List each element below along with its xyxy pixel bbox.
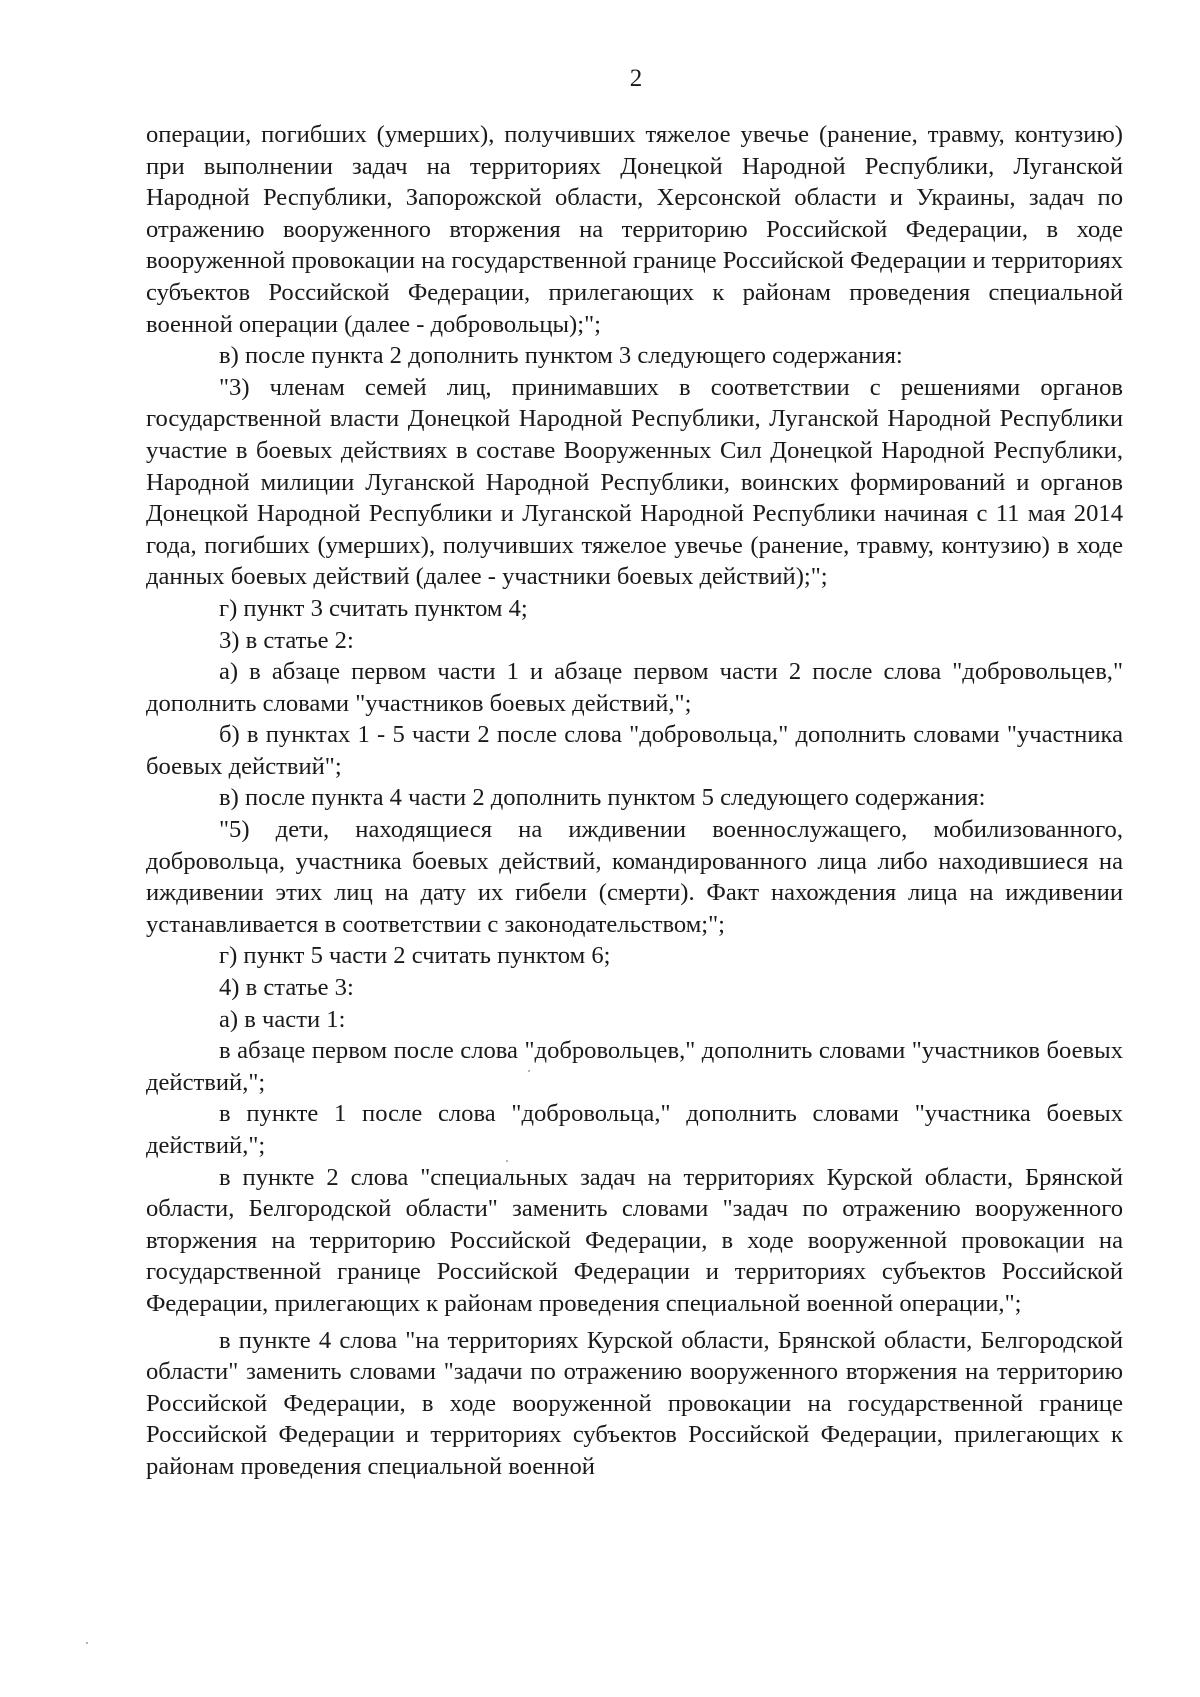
scan-speck xyxy=(86,1642,88,1644)
paragraph: а) в абзаце первом части 1 и абзаце первом части 2 после слова "добровольцев," дополнить словами "участников боевых действий,"; xyxy=(146,658,1123,717)
paragraph: в) после пункта 2 дополнить пунктом 3 следующего содержания: xyxy=(219,342,903,370)
paragraph: в пункте 2 слова "специальных задач на территориях Курской области, Брянской области, Белгородской области" заменить словами "задач по отражению вооруженного вторжения на территорию Российской Федерации, в ходе вооруженной провокации на государственной границе Российской Федерации и территориях субъектов Российской Федерации, прилегающих к районам проведения специальной военной операции,"; xyxy=(146,1163,1123,1317)
paragraph: б) в пунктах 1 - 5 части 2 после слова "добровольца," дополнить словами "участника боевых действий"; xyxy=(146,721,1123,780)
paragraph: в пункте 4 слова "на территориях Курской области, Брянской области, Белгородской области" заменить словами "задачи по отражению вооруженного вторжения на территорию Российской Федерации, в ходе вооруженной провокации на государственной границе Российской Федерации и территориях субъектов Российской Федерации, прилегающих к районам проведения специальной военной xyxy=(146,1326,1123,1480)
paragraph: в абзаце первом после слова "добровольцев," дополнить словами "участников боевых действий,"; xyxy=(146,1037,1123,1096)
paragraph: а) в части 1: xyxy=(219,1005,346,1033)
paragraph: 3) в статье 2: xyxy=(219,626,354,654)
paragraph: в пункте 1 после слова "добровольца," дополнить словами "участника боевых действий,"; xyxy=(146,1100,1123,1159)
paragraph: г) пункт 5 части 2 считать пунктом 6; xyxy=(219,942,611,970)
scan-speck xyxy=(528,1070,530,1072)
paragraph: "5) дети, находящиеся на иждивении военнослужащего, мобилизованного, добровольца, участника боевых действий, командированного лица либо находившиеся на иждивении этих лиц на дату их гибели (смерти). Факт нахождения лица на иждивении устанавливается в соответствии с законодательством;"; xyxy=(146,816,1123,938)
page-number: 2 xyxy=(629,65,643,92)
paragraph: в) после пункта 4 части 2 дополнить пунктом 5 следующего содержания: xyxy=(219,784,986,812)
paragraph-continuation: операции, погибших (умерших), получивших тяжелое увечье (ранение, травму, контузию) при выполнении задач на территориях Донецкой Народной Республики, Луганской Народной Республики, Запорожской области, Херсонской области и Украины, задач по отражению вооруженного вторжения на территорию Российской Федерации, в ходе вооруженной провокации на государственной границе Российской Федерации и территориях субъектов Российской Федерации, прилегающих к районам проведения специальной военной операции (далее - добровольцы);"; xyxy=(146,121,1123,338)
paragraph: г) пункт 3 считать пунктом 4; xyxy=(219,594,528,622)
paragraph: 4) в статье 3: xyxy=(219,974,354,1002)
scan-speck xyxy=(506,1160,508,1162)
document-body xyxy=(146,119,1123,1483)
paragraph: "3) членам семей лиц, принимавших в соответствии с решениями органов государственной власти Донецкой Народной Республики, Луганской Народной Республики участие в боевых действиях в составе Вооруженных Сил Донецкой Народной Республики, Народной милиции Луганской Народной Республики, воинских формирований и органов Донецкой Народной Республики и Луганской Народной Республики начиная с 11 мая 2014 года, погибших (умерших), получивших тяжелое увечье (ранение, травму, контузию) в ходе данных боевых действий (далее - участники боевых действий);"; xyxy=(146,373,1123,591)
